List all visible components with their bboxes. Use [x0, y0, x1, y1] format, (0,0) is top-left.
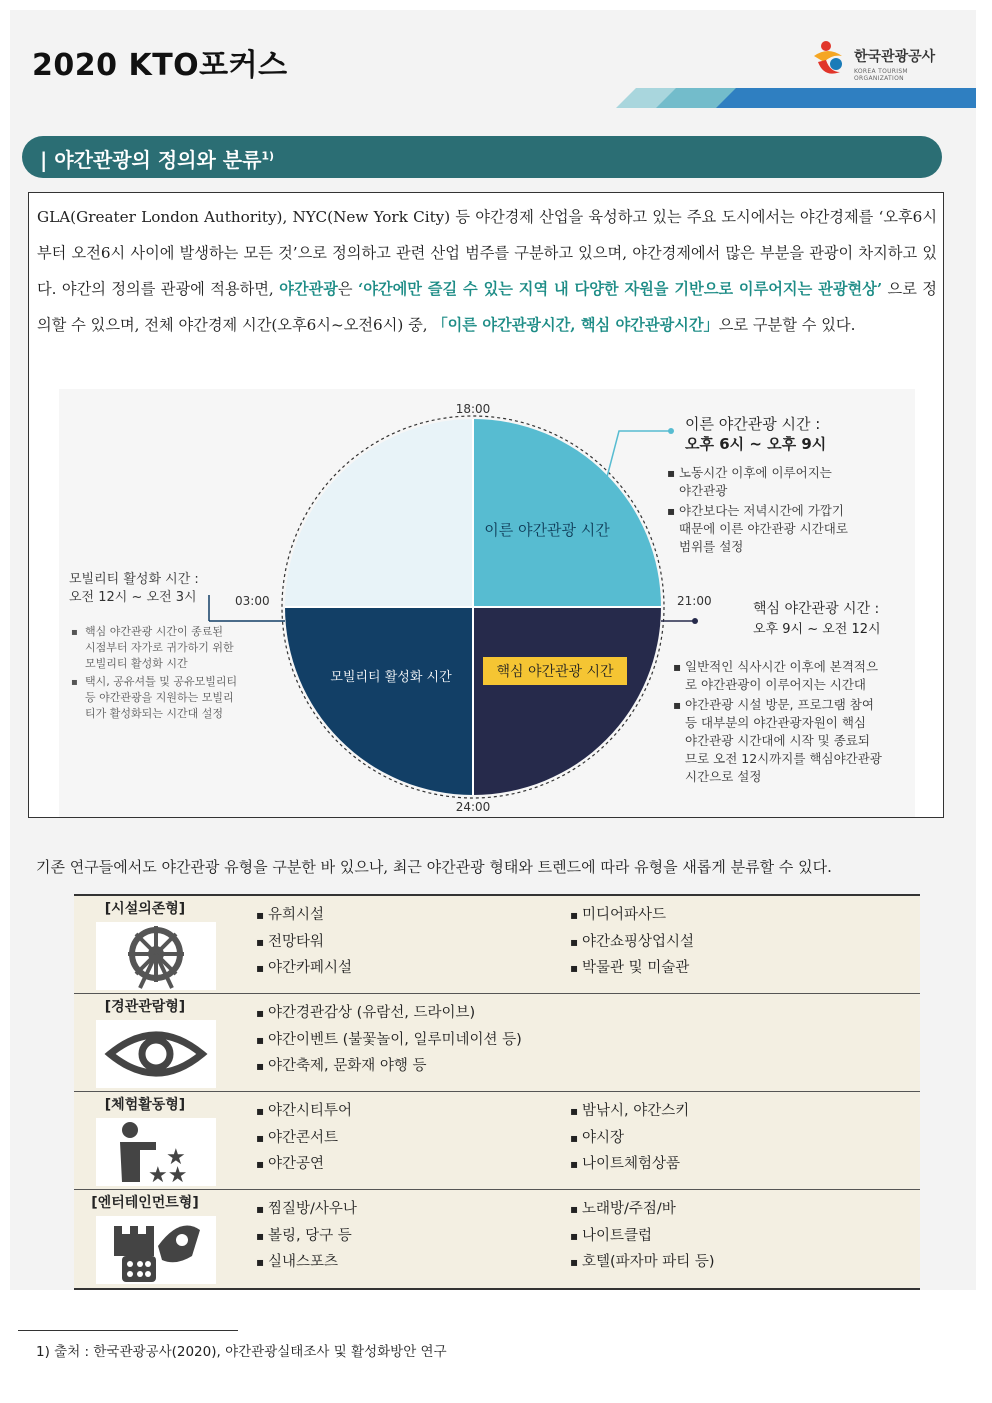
core-bullet-2d: 므로 오전 12시까지를 핵심야간관광	[685, 751, 882, 766]
type-item: ▪ 유희시설	[256, 902, 352, 929]
mobility-bullet-2b: 등 야간관광을 지원하는 모빌리	[85, 691, 234, 704]
type-col-left	[256, 902, 352, 982]
header-stripe	[616, 88, 976, 108]
type-col-right	[570, 902, 694, 982]
type-col-left	[256, 1196, 357, 1276]
footnote-ref: 1)	[261, 149, 275, 163]
time-label-2100: 21:00	[677, 594, 712, 608]
time-label-0300: 03:00	[235, 594, 270, 608]
early-bullet-2a: 야간보다는 저녁시간에 가깝기	[679, 503, 844, 518]
core-bullet-1a: 일반적인 식사시간 이후에 본격적으	[685, 659, 879, 674]
person-stars-icon	[96, 1118, 216, 1186]
svg-text:▪: ▪	[673, 698, 682, 712]
type-item: ▪ 나이트클럽	[570, 1223, 715, 1250]
core-bullet-2a: 야간관광 시설 방문, 프로그램 참여	[685, 697, 874, 712]
early-callout-time: 오후 6시 ~ 오후 9시	[685, 435, 827, 453]
svg-text:▪: ▪	[667, 504, 676, 518]
night-time-diagram	[59, 389, 915, 817]
type-item: ▪ 노래방/주점/바	[570, 1196, 715, 1223]
footnote: 1) 출처 : 한국관광공사(2020), 야간관광실태조사 및 활성화방안 연구	[36, 1344, 447, 1360]
logo-subtext: KOREA TOURISM ORGANIZATION	[854, 68, 908, 82]
page-header	[10, 10, 976, 108]
definition-box	[28, 192, 944, 818]
type-label: [시설의존형]	[104, 901, 186, 917]
type-label: [체험활동형]	[104, 1097, 186, 1113]
type-item: ▪ 나이트체험상품	[570, 1151, 689, 1178]
early-bullet-1a: 노동시간 이후에 이루어지는	[679, 465, 832, 480]
early-bullet-2b: 때문에 이른 야간관광 시간대로	[679, 521, 848, 536]
type-row-experience	[74, 1092, 920, 1190]
early-bullet-2c: 범위를 설정	[679, 539, 744, 554]
time-label-1800: 18:00	[455, 402, 491, 416]
mobility-bullet-2c: 티가 활성화되는 시간대 설정	[85, 707, 224, 720]
type-item: ▪ 야간쇼핑상업시설	[570, 929, 694, 956]
type-col-left	[256, 1000, 522, 1080]
footnote-divider	[18, 1330, 238, 1331]
type-item: ▪ 볼링, 당구 등	[256, 1223, 357, 1250]
type-item: ▪ 미디어파사드	[570, 902, 694, 929]
type-col-right	[570, 1196, 715, 1276]
type-row-facility	[74, 896, 920, 994]
mobility-callout-time: 오전 12시 ~ 오전 3시	[69, 590, 197, 605]
type-item: ▪ 박물관 및 미술관	[570, 955, 694, 982]
quadrant-core	[473, 607, 661, 795]
svg-text:★★: ★★	[148, 1163, 188, 1186]
core-bullet-2b: 등 대부분의 야간관광자원이 핵심	[685, 715, 866, 730]
section-header	[22, 136, 942, 178]
type-col-right	[570, 1098, 689, 1178]
mobility-bullet-1a: 핵심 야간관광 시간이 종료된	[85, 625, 224, 638]
svg-text:▪: ▪	[71, 627, 78, 638]
kto-logo	[810, 38, 950, 90]
ferris-wheel-icon	[96, 922, 216, 990]
type-row-entertainment	[74, 1190, 920, 1288]
type-label: [엔터테인먼트형]	[91, 1195, 199, 1211]
definition-paragraph: GLA(Greater London Authority), NYC(New York City) 등 야간경제 산업을 육성하고 있는 주요 도시에서는 야간경제를 ‘오후6시부터 오전6시 사이에 발생하는 모든 것’으로 정의하고 관련 산업 범주를 구분하고 있으며, 야간경제에서 많은 부분을 관광이 차지하고 있다. 야간의 정의를 관광에 적용하면, 야간관광은 ‘야간에만 즐길 수 있는 지역 내 다양한 자원을 기반으로 이루어지는 관광현상’ 으로 정의할 수 있으며, 전체 야간경제 시간(오후6시~오전6시) 중, 「이른 야간관광시간, 핵심 야간관광시간」으로 구분할 수 있다.	[37, 208, 937, 334]
quadrant-early	[473, 419, 661, 607]
type-item: ▪ 야시장	[570, 1125, 689, 1152]
kto-logo-icon	[810, 38, 850, 86]
time-label-2400: 24:00	[455, 800, 491, 814]
section-title: | 야간관광의 정의와 분류$^{1)}$	[40, 148, 275, 172]
svg-text:▪: ▪	[673, 660, 682, 674]
game-castle-icon	[96, 1216, 216, 1284]
type-item: ▪ 야간시티투어	[256, 1098, 352, 1125]
type-item: ▪ 전망타워	[256, 929, 352, 956]
core-callout-title: 핵심 야간관광 시간 :	[753, 601, 880, 617]
type-item: ▪ 호텔(파자마 파티 등)	[570, 1249, 715, 1276]
type-item: ▪ 실내스포츠	[256, 1249, 357, 1276]
type-item: ▪ 밤낚시, 야간스키	[570, 1098, 689, 1125]
quadrant-unused	[285, 419, 473, 607]
type-item: ▪ 야간공연	[256, 1151, 352, 1178]
early-quadrant-label: 이른 야간관광 시간	[484, 521, 610, 539]
type-item: ▪ 야간경관감상 (유람선, 드라이브)	[256, 1000, 522, 1027]
tourism-types-table	[74, 894, 920, 1290]
core-bullet-2c: 야간관광 시간대에 시작 및 종료되	[685, 733, 870, 748]
core-bullet-2e: 시간으로 설정	[685, 769, 762, 784]
svg-text:▪: ▪	[667, 466, 676, 480]
type-item: ▪ 찜질방/사우나	[256, 1196, 357, 1223]
type-col-left	[256, 1098, 352, 1178]
mobility-bullet-1b: 시점부터 자가로 귀가하기 위한	[85, 641, 234, 654]
core-quadrant-label: 핵심 야간관광 시간	[496, 664, 614, 680]
mobility-callout-title: 모빌리티 활성화 시간 :	[69, 572, 199, 587]
core-callout-time: 오후 9시 ~ 오전 12시	[753, 622, 881, 637]
svg-text:▪: ▪	[71, 677, 78, 688]
logo-text: 한국관광공사	[854, 49, 936, 65]
mobility-bullet-1c: 모빌리티 활성화 시간	[85, 657, 188, 670]
quadrant-mobility	[285, 607, 473, 795]
type-item: ▪ 야간축제, 문화재 야행 등	[256, 1053, 522, 1080]
early-callout-title: 이른 야간관광 시간 :	[685, 415, 821, 433]
time-pie-diagram	[59, 389, 915, 817]
early-bullet-1b: 야간관광	[679, 483, 728, 498]
core-bullet-1b: 로 야간관광이 이루어지는 시간대	[685, 677, 866, 692]
type-row-scenery	[74, 994, 920, 1092]
page-title: 2020 KTO포커스	[32, 48, 288, 83]
svg-text:★: ★	[166, 1145, 186, 1170]
intro-text: 기존 연구들에서도 야간관광 유형을 구분한 바 있으나, 최근 야간관광 형태와 트렌드에 따라 유형을 새롭게 분류할 수 있다.	[36, 858, 832, 876]
eye-icon	[96, 1020, 216, 1088]
mobility-bullet-2a: 택시, 공유셔틀 및 공유모빌리티	[85, 675, 238, 688]
type-item: ▪ 야간카페시설	[256, 955, 352, 982]
type-item: ▪ 야간콘서트	[256, 1125, 352, 1152]
type-item: ▪ 야간이벤트 (불꽃놀이, 일루미네이션 등)	[256, 1027, 522, 1054]
type-label: [경관관람형]	[104, 999, 186, 1015]
mobility-quadrant-label: 모빌리티 활성화 시간	[330, 670, 452, 685]
